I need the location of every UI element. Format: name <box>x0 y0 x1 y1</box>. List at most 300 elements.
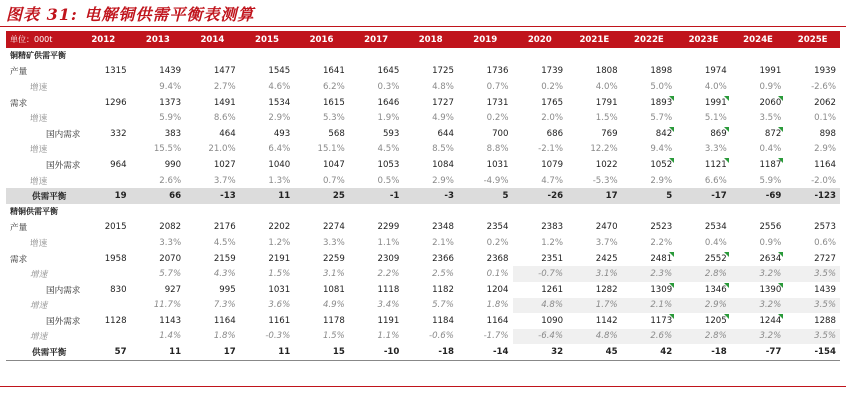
table-cell: 45 <box>567 344 622 360</box>
row-label: 供需平衡 <box>6 344 76 360</box>
table-cell: -18 <box>403 344 458 360</box>
table-cell: 5 <box>622 188 677 204</box>
bottom-divider <box>0 386 846 387</box>
table-cell: 4.8% <box>567 329 622 345</box>
table-cell: 3.2% <box>731 298 786 314</box>
table-cell: 686 <box>546 128 564 139</box>
table-cell: 927 <box>164 284 182 295</box>
row-label: 需求 <box>10 254 28 265</box>
table-cell: 1079 <box>541 159 564 170</box>
table-cell: 1187 <box>731 157 786 173</box>
header-row <box>6 31 840 48</box>
table-row <box>6 64 840 80</box>
table-cell: -13 <box>185 188 240 204</box>
table-cell <box>785 204 840 220</box>
table-cell: 1309 <box>622 282 677 298</box>
table-cell: 2.6% <box>622 329 677 345</box>
table-cell: 0.7% <box>486 81 509 92</box>
table-cell: 1731 <box>486 97 509 108</box>
table-cell: 3.1% <box>567 266 622 282</box>
table-cell: 4.0% <box>704 81 727 92</box>
table-cell: 1725 <box>432 66 454 77</box>
table-cell: 3.5% <box>785 298 840 314</box>
table-cell: 3.3% <box>322 237 345 248</box>
row-label: 增速 <box>30 176 48 187</box>
table-cell: 2348 <box>432 222 454 233</box>
table-cell: 2202 <box>268 222 291 233</box>
table-row <box>6 188 840 204</box>
year-header: 2015 <box>240 31 295 48</box>
table-cell: -26 <box>513 188 568 204</box>
table-cell: -2.6% <box>811 81 836 92</box>
table-cell: 1.9% <box>377 113 400 124</box>
table-row <box>6 126 840 142</box>
table-cell: -2.0% <box>811 175 836 186</box>
table-cell: 6.2% <box>322 81 345 92</box>
table-cell: 568 <box>328 128 345 139</box>
table-cell: -18 <box>676 344 731 360</box>
table-cell: 0.2% <box>486 237 509 248</box>
row-label: 国外需求 <box>46 316 81 327</box>
table-cell: 964 <box>110 159 127 170</box>
table-cell: 1727 <box>432 97 454 108</box>
table-row <box>6 142 840 158</box>
table-cell <box>131 48 186 64</box>
table-cell: 0.4% <box>759 144 782 155</box>
table-cell: 3.3% <box>704 144 727 155</box>
row-label: 增速 <box>30 332 48 343</box>
year-header: 2024E <box>731 31 786 48</box>
table-cell: 2.9% <box>814 144 836 155</box>
table-cell: 11.7% <box>153 300 182 311</box>
year-header: 2023E <box>676 31 731 48</box>
table-cell: 2.2% <box>377 269 400 280</box>
table-cell: 700 <box>492 128 509 139</box>
table-cell <box>513 48 568 64</box>
table-cell: 1084 <box>432 159 454 170</box>
table-cell: 1031 <box>486 159 509 170</box>
table-cell: 1.8% <box>486 300 509 311</box>
table-cell: 769 <box>601 128 618 139</box>
table-cell: 2368 <box>486 253 509 264</box>
table-cell: 1.8% <box>213 331 236 342</box>
table-cell: 11 <box>240 344 295 360</box>
table-cell: 12.2% <box>590 144 618 155</box>
table-cell: 3.1% <box>322 269 345 280</box>
table-cell <box>349 204 404 220</box>
table-cell: 57 <box>76 344 131 360</box>
row-label: 增速 <box>30 301 48 312</box>
table-row <box>6 204 840 220</box>
table-cell: 11 <box>131 344 186 360</box>
table-cell: 1.1% <box>377 237 400 248</box>
table-cell: 3.2% <box>731 329 786 345</box>
table-cell: 0.3% <box>377 81 400 92</box>
table-cell: 1282 <box>595 284 618 295</box>
table-cell: 1739 <box>541 66 564 77</box>
table-cell <box>76 204 131 220</box>
table-cell: 6.6% <box>704 175 727 186</box>
table-cell: 332 <box>110 128 127 139</box>
table-cell: 2259 <box>322 253 345 264</box>
unit-header: 单位：000t <box>6 31 76 48</box>
table-cell: 5 <box>458 188 513 204</box>
table-cell: 464 <box>219 128 236 139</box>
table-cell: 593 <box>382 128 400 139</box>
table-cell: 842 <box>622 126 677 142</box>
table-cell: 2383 <box>541 222 564 233</box>
table-cell: 5.9% <box>759 175 782 186</box>
table-cell: 1791 <box>595 97 618 108</box>
table-cell: 2481 <box>622 251 677 267</box>
table-cell: 2309 <box>377 253 400 264</box>
table-cell: 1244 <box>731 313 786 329</box>
table-cell: 2070 <box>159 253 182 264</box>
table-cell: 383 <box>164 128 182 139</box>
row-label: 国内需求 <box>46 129 81 140</box>
table-cell: 1765 <box>541 97 564 108</box>
table-cell <box>131 204 186 220</box>
table-cell: 5.1% <box>704 113 727 124</box>
row-label: 国外需求 <box>46 160 81 171</box>
table-cell: 1022 <box>595 159 618 170</box>
table-cell: 644 <box>437 128 454 139</box>
table-cell: 25 <box>294 188 349 204</box>
table-cell: 32 <box>513 344 568 360</box>
table-cell: 2366 <box>432 253 454 264</box>
year-header: 2025E <box>785 31 840 48</box>
year-header: 2012 <box>76 31 131 48</box>
table-row <box>6 110 840 126</box>
table-cell: 1641 <box>322 66 345 77</box>
table-cell: -123 <box>785 188 840 204</box>
table-cell: 19 <box>76 188 131 204</box>
table-cell <box>403 48 458 64</box>
table-cell: 2.5% <box>432 269 454 280</box>
table-cell: 2.7% <box>213 81 236 92</box>
supply-demand-table <box>6 31 840 361</box>
table-cell: 3.5% <box>785 266 840 282</box>
table-cell: -1 <box>349 188 404 204</box>
table-cell: 2299 <box>377 222 400 233</box>
row-label: 需求 <box>10 98 28 109</box>
row-label: 产量 <box>10 67 28 78</box>
table-cell: 66 <box>131 188 186 204</box>
table-cell: 872 <box>731 126 786 142</box>
table-cell: 1164 <box>213 315 236 326</box>
table-cell <box>622 204 677 220</box>
table-cell <box>76 235 131 251</box>
table-cell: 0.9% <box>759 237 782 248</box>
table-cell: 4.8% <box>432 81 454 92</box>
table-row <box>6 173 840 189</box>
table-cell: 2354 <box>486 222 509 233</box>
table-cell: 1491 <box>213 97 236 108</box>
table-cell: -0.7% <box>513 266 568 282</box>
table-cell: -2.1% <box>538 144 564 155</box>
table-cell: 1182 <box>432 284 454 295</box>
table-cell: -0.6% <box>429 331 454 342</box>
figure-title: 图表 31: 电解铜供需平衡表测算 <box>6 5 255 24</box>
table-cell: -77 <box>731 344 786 360</box>
year-header: 2013 <box>131 31 186 48</box>
table-cell: 2015 <box>104 222 127 233</box>
table-cell: 995 <box>219 284 236 295</box>
table-row <box>6 79 840 95</box>
table-cell: 1.2% <box>541 237 564 248</box>
table-cell: 3.2% <box>731 266 786 282</box>
table-cell: 5.3% <box>322 113 345 124</box>
table-cell <box>622 48 677 64</box>
table-cell <box>676 48 731 64</box>
table-cell <box>76 48 131 64</box>
table-cell: 1081 <box>322 284 345 295</box>
table-cell: 4.8% <box>513 298 568 314</box>
table-cell: 1390 <box>731 282 786 298</box>
table-cell: 1.5% <box>322 331 345 342</box>
table-cell <box>731 204 786 220</box>
table-cell: 3.4% <box>377 300 400 311</box>
table-cell: 1191 <box>377 315 400 326</box>
table-cell: 2470 <box>595 222 618 233</box>
table-cell: 5.9% <box>159 113 182 124</box>
table-cell: 2191 <box>268 253 291 264</box>
table-cell: 1027 <box>213 159 236 170</box>
table-cell: 1645 <box>377 66 400 77</box>
table-cell: 1939 <box>814 66 836 77</box>
table-cell: 1898 <box>650 66 673 77</box>
table-cell: 1.5% <box>268 269 291 280</box>
row-label: 铜精矿供需平衡 <box>10 51 66 61</box>
table-cell: 1118 <box>377 284 400 295</box>
table-cell: 830 <box>110 284 127 295</box>
table-cell: 9.4% <box>650 144 673 155</box>
table-cell: 2634 <box>731 251 786 267</box>
table-cell: 4.5% <box>377 144 400 155</box>
table-cell: 1346 <box>676 282 731 298</box>
table-cell <box>349 48 404 64</box>
table-cell: 3.5% <box>759 113 782 124</box>
table-cell <box>76 298 131 314</box>
row-label: 增速 <box>30 238 48 249</box>
table-cell <box>76 329 131 345</box>
table-cell: -154 <box>785 344 840 360</box>
table-cell: 0.7% <box>322 175 345 186</box>
year-header: 2016 <box>294 31 349 48</box>
table-cell: 2.9% <box>650 175 673 186</box>
table-cell: 2.3% <box>622 266 677 282</box>
table-row <box>6 251 840 267</box>
table-cell: -0.3% <box>265 331 291 342</box>
row-label: 增速 <box>30 270 48 281</box>
table-cell: 2425 <box>595 253 618 264</box>
table-cell: 2060 <box>731 95 786 111</box>
table-cell: 1893 <box>622 95 677 111</box>
table-cell: -14 <box>458 344 513 360</box>
table-row <box>6 344 840 360</box>
year-header: 2017 <box>349 31 404 48</box>
table-cell: 1615 <box>322 97 345 108</box>
table-cell: 1315 <box>104 66 127 77</box>
table-cell: 1373 <box>159 97 182 108</box>
table-cell: 8.5% <box>432 144 454 155</box>
table-cell: 1261 <box>541 284 564 295</box>
table-cell: 15.1% <box>317 144 345 155</box>
table-cell: 4.7% <box>541 175 564 186</box>
table-cell: 1184 <box>432 315 454 326</box>
table-cell: 2.8% <box>676 329 731 345</box>
table-cell: 1173 <box>622 313 677 329</box>
table-cell: 8.6% <box>213 113 236 124</box>
table-cell: 8.8% <box>486 144 509 155</box>
table-cell: 2.0% <box>541 113 564 124</box>
year-header: 2014 <box>185 31 240 48</box>
table-cell: 2573 <box>814 222 836 233</box>
table-cell <box>240 48 295 64</box>
table-cell: 9.4% <box>159 81 182 92</box>
table-cell: 6.4% <box>268 144 291 155</box>
table-row <box>6 266 840 282</box>
table-row <box>6 329 840 345</box>
table-cell: 2.1% <box>432 237 454 248</box>
table-cell <box>567 48 622 64</box>
table-cell <box>76 142 131 158</box>
table-cell: 0.5% <box>377 175 400 186</box>
table-cell: 1.5% <box>595 113 618 124</box>
table-cell: 1808 <box>595 66 618 77</box>
row-label: 精铜供需平衡 <box>10 207 58 217</box>
table-row <box>6 95 840 111</box>
table-cell: 1040 <box>268 159 291 170</box>
table-cell <box>458 204 513 220</box>
table-cell: 1164 <box>814 159 836 170</box>
year-header: 2022E <box>622 31 677 48</box>
table-cell: 2556 <box>759 222 782 233</box>
table-cell <box>240 204 295 220</box>
table-cell: -17 <box>676 188 731 204</box>
table-cell: 2351 <box>541 253 564 264</box>
table-cell: 2062 <box>814 97 836 108</box>
table-cell <box>567 204 622 220</box>
table-cell: 1090 <box>541 315 564 326</box>
table-row <box>6 313 840 329</box>
table-cell: 15.5% <box>153 144 182 155</box>
table-cell: 15 <box>294 344 349 360</box>
year-header: 2021E <box>567 31 622 48</box>
table-row <box>6 298 840 314</box>
table-cell: 1161 <box>268 315 291 326</box>
table-cell: 1534 <box>268 97 291 108</box>
table-cell: 2.9% <box>268 113 291 124</box>
table-cell: 4.0% <box>595 81 618 92</box>
year-header: 2018 <box>403 31 458 48</box>
table-cell: 2.2% <box>650 237 673 248</box>
table-cell: 869 <box>676 126 731 142</box>
table-cell: -4.9% <box>483 175 509 186</box>
table-cell: 0.2% <box>486 113 509 124</box>
year-header: 2020 <box>513 31 568 48</box>
table-cell: 1.3% <box>268 175 291 186</box>
table-cell <box>403 204 458 220</box>
table-cell: 0.1% <box>814 113 836 124</box>
table-row <box>6 282 840 298</box>
table-cell: 2552 <box>676 251 731 267</box>
table-cell: 4.9% <box>432 113 454 124</box>
table-cell: 17 <box>185 344 240 360</box>
table-cell: 0.2% <box>541 81 564 92</box>
table-cell: 3.6% <box>268 300 291 311</box>
table-cell: -1.7% <box>483 331 509 342</box>
table-cell: 898 <box>819 128 836 139</box>
table-cell: 3.7% <box>213 175 236 186</box>
table-cell: 990 <box>164 159 182 170</box>
table-cell: -5.3% <box>592 175 618 186</box>
table-cell: 2082 <box>159 222 182 233</box>
table-cell: 2523 <box>650 222 673 233</box>
table-cell: 1439 <box>814 284 836 295</box>
table-cell: 1.2% <box>268 237 291 248</box>
table-cell: -3 <box>403 188 458 204</box>
table-cell: 2176 <box>213 222 236 233</box>
table-cell: 1439 <box>159 66 182 77</box>
table-cell: 0.1% <box>486 269 509 280</box>
table-cell: 1143 <box>159 315 182 326</box>
table-cell: 2.9% <box>432 175 454 186</box>
table-cell: 1205 <box>676 313 731 329</box>
table-cell: 21.0% <box>208 144 236 155</box>
row-label: 产量 <box>10 223 28 234</box>
table-cell: 17 <box>567 188 622 204</box>
row-label: 增速 <box>30 145 48 156</box>
table-cell: 1204 <box>486 284 509 295</box>
table-cell <box>76 79 131 95</box>
table-cell: 1.7% <box>567 298 622 314</box>
table-cell: 0.9% <box>759 81 782 92</box>
table-cell: 7.3% <box>213 300 236 311</box>
table-cell: 5.0% <box>650 81 673 92</box>
table-cell: 1991 <box>676 95 731 111</box>
row-label: 增速 <box>30 114 48 125</box>
table-cell <box>294 204 349 220</box>
table-cell: 4.5% <box>213 237 236 248</box>
table-cell: 1296 <box>104 97 127 108</box>
table-cell: 3.7% <box>595 237 618 248</box>
table-cell: 3.3% <box>159 237 182 248</box>
table-cell: 0.4% <box>704 237 727 248</box>
table-cell: 2.1% <box>622 298 677 314</box>
table-cell: 5.7% <box>432 300 454 311</box>
table-cell <box>76 173 131 189</box>
year-header: 2019 <box>458 31 513 48</box>
table-cell: 2534 <box>704 222 727 233</box>
row-label: 增速 <box>30 82 48 93</box>
table-cell: 1164 <box>486 315 509 326</box>
table-cell: 1736 <box>486 66 509 77</box>
table-cell <box>458 48 513 64</box>
table-cell: 1958 <box>104 253 127 264</box>
table-cell: 1047 <box>322 159 345 170</box>
table-cell <box>785 48 840 64</box>
table-cell: 5.7% <box>650 113 673 124</box>
row-label: 国内需求 <box>46 285 81 296</box>
table-cell: 1477 <box>213 66 236 77</box>
table-cell <box>76 110 131 126</box>
table-cell: 5.7% <box>159 269 182 280</box>
table-cell: 1991 <box>759 66 782 77</box>
table-row <box>6 48 840 64</box>
table-cell: 2.9% <box>676 298 731 314</box>
table-cell: 493 <box>273 128 291 139</box>
